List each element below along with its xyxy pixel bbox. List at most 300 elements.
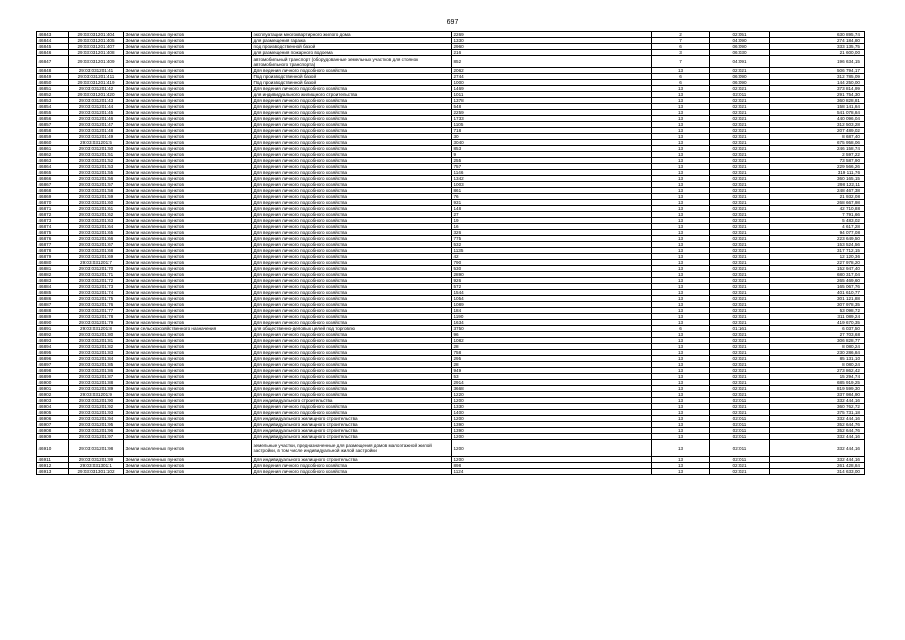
code-cell: 02:021 [710, 224, 770, 230]
area-cell: 2269 [452, 32, 652, 38]
land-category-cell: Земли населенных пунктов [124, 128, 252, 134]
cadastral-number-cell: 29:03:031201:53 [69, 164, 124, 170]
group-cell: 13 [652, 260, 710, 266]
code-cell: 02:021 [710, 308, 770, 314]
row-number-cell: 46871 [37, 206, 69, 212]
cadastral-number-cell: 29:03:031201:61 [69, 206, 124, 212]
permitted-use-cell: Для ведения личного подсобного хозяйства [252, 272, 452, 278]
cadastral-value-cell: 165 067,76 [770, 284, 865, 290]
code-cell: 02:021 [710, 278, 770, 284]
group-cell: 13 [652, 440, 710, 457]
group-cell: 13 [652, 242, 710, 248]
land-category-cell: Земли населенных пунктов [124, 98, 252, 104]
group-cell: 13 [652, 314, 710, 320]
cadastral-value-cell: 440 096,04 [770, 116, 865, 122]
area-cell: 2744 [452, 74, 652, 80]
land-category-cell: Земли населенных пунктов [124, 188, 252, 194]
code-cell: 02:021 [710, 98, 770, 104]
code-cell: 02:021 [710, 296, 770, 302]
land-category-cell: Земли населенных пунктов [124, 146, 252, 152]
permitted-use-cell: Для ведения личного подсобного хозяйства [252, 374, 452, 380]
permitted-use-cell: Для ведения личного подсобного хозяйства [252, 362, 452, 368]
permitted-use-cell: Для ведения личного подсобного хозяйства [252, 224, 452, 230]
permitted-use-cell: Для ведения личного подсобного хозяйства [252, 158, 452, 164]
cadastral-number-cell: 29:03:031201:78 [69, 314, 124, 320]
land-category-cell: Земли населенных пунктов [124, 344, 252, 350]
permitted-use-cell: Для ведения личного подсобного хозяйства [252, 164, 452, 170]
row-number-cell: 46884 [37, 284, 69, 290]
group-cell: 13 [652, 380, 710, 386]
land-category-cell: Земли населенных пунктов [124, 86, 252, 92]
row-number-cell: 46907 [37, 422, 69, 428]
cadastral-value-cell: 227 978,20 [770, 260, 865, 266]
cadastral-number-cell: 29:03:031201:419 [69, 80, 124, 86]
group-cell: 13 [652, 140, 710, 146]
area-cell: 2259 [452, 110, 652, 116]
row-number-cell: 46885 [37, 290, 69, 296]
cadastral-value-cell: 332 444,16 [770, 416, 865, 422]
area-cell: 757 [452, 164, 652, 170]
row-number-cell: 46863 [37, 158, 69, 164]
cadastral-value-cell: 373 814,99 [770, 86, 865, 92]
code-cell: 02:021 [710, 302, 770, 308]
cadastral-number-cell: 29:03:031201:74 [69, 290, 124, 296]
area-cell: 27 [452, 212, 652, 218]
cadastral-number-cell: 29:03:031201:55 [69, 170, 124, 176]
permitted-use-cell: Для ведения личного подсобного хозяйства [252, 230, 452, 236]
area-cell: 3750 [452, 326, 652, 332]
land-category-cell: Земли населенных пунктов [124, 296, 252, 302]
permitted-use-cell: Для ведения личного подсобного хозяйства [252, 254, 452, 260]
permitted-use-cell: Для ведения личного подсобного хозяйства [252, 290, 452, 296]
permitted-use-cell: Для ведения личного подсобного хозяйства [252, 152, 452, 158]
row-number-cell: 46856 [37, 116, 69, 122]
row-number-cell: 46877 [37, 242, 69, 248]
cadastral-number-cell: 29:03:031201:83 [69, 350, 124, 356]
cadastral-value-cell: 332 444,16 [770, 457, 865, 463]
land-category-cell: Земли населенных пунктов [124, 68, 252, 74]
group-cell: 13 [652, 164, 710, 170]
cadastral-number-cell: 29:03:031301:1 [69, 463, 124, 469]
permitted-use-cell: для размещения пожарного водоема [252, 50, 452, 56]
row-number-cell: 46845 [37, 44, 69, 50]
cadastral-value-cell: 333 135,75 [770, 44, 865, 50]
land-category-cell: Земли населенных пунктов [124, 392, 252, 398]
area-cell: 532 [452, 242, 652, 248]
cadastral-value-cell: 5 483,02 [770, 218, 865, 224]
permitted-use-cell: Для индивидуального жилищного строительства [252, 416, 452, 422]
land-category-cell: Земли населенных пунктов [124, 122, 252, 128]
code-cell: 02:021 [710, 356, 770, 362]
row-number-cell: 46892 [37, 332, 69, 338]
permitted-use-cell: Для ведения личного подсобного хозяйства [252, 194, 452, 200]
cadastral-value-cell: 246 158,74 [770, 146, 865, 152]
area-cell: 184 [452, 308, 652, 314]
area-cell: 3668 [452, 386, 652, 392]
permitted-use-cell: Для ведения личного подсобного хозяйства [252, 248, 452, 254]
area-cell: 1330 [452, 38, 652, 44]
code-cell: 02:011 [710, 416, 770, 422]
group-cell: 13 [652, 434, 710, 440]
row-number-cell: 46852 [37, 92, 69, 98]
row-number-cell: 46873 [37, 218, 69, 224]
permitted-use-cell: Для ведения личного подсобного хозяйства [252, 314, 452, 320]
cadastral-number-cell: 29:03:031201:43 [69, 98, 124, 104]
land-category-cell: Земли населенных пунктов [124, 236, 252, 242]
area-cell: 28 [452, 344, 652, 350]
permitted-use-cell: Для ведения личного подсобного хозяйства [252, 350, 452, 356]
cadastral-number-cell: 29:03:031201:82 [69, 344, 124, 350]
row-number-cell: 46895 [37, 350, 69, 356]
land-category-cell: Земли населенных пунктов [124, 182, 252, 188]
row-number-cell: 46890 [37, 320, 69, 326]
cadastral-number-cell: 29:03:031301:102 [69, 469, 124, 475]
group-cell: 13 [652, 428, 710, 434]
group-cell: 6 [652, 74, 710, 80]
cadastral-value-cell: 680 317,04 [770, 272, 865, 278]
cadastral-value-cell: 207 489,02 [770, 128, 865, 134]
row-number-cell: 46847 [37, 56, 69, 68]
permitted-use-cell: Для ведения личного подсобного хозяйства [252, 98, 452, 104]
cadastral-number-cell: 29:03:031201:411 [69, 74, 124, 80]
permitted-use-cell: автомобильный транспорт (оборудованные земельных участков для стоянок автомобильного транспорта) [252, 56, 452, 68]
group-cell: 13 [652, 350, 710, 356]
land-category-cell: Земли населенных пунктов [124, 308, 252, 314]
cadastral-value-cell: 314 633,00 [770, 469, 865, 475]
row-number-cell: 46875 [37, 230, 69, 236]
row-number-cell: 46898 [37, 368, 69, 374]
cadastral-value-cell: 15 294,74 [770, 374, 865, 380]
cadastral-value-cell: 85 131,10 [770, 356, 865, 362]
permitted-use-cell: Для индивидуального жилищного строительства [252, 422, 452, 428]
group-cell: 13 [652, 290, 710, 296]
row-number-cell: 46857 [37, 122, 69, 128]
land-category-cell: Земли населенных пунктов [124, 284, 252, 290]
code-cell: 02:021 [710, 194, 770, 200]
group-cell: 13 [652, 92, 710, 98]
row-number-cell: 46854 [37, 104, 69, 110]
permitted-use-cell: Для индивидуального жилищного строительства [252, 428, 452, 434]
row-number-cell: 46883 [37, 278, 69, 284]
cadastral-value-cell: 291 754,30 [770, 92, 865, 98]
group-cell: 13 [652, 248, 710, 254]
area-cell: 1190 [452, 314, 652, 320]
land-cadastre-table [36, 31, 865, 475]
cadastral-number-cell: 29:03:031201:58 [69, 188, 124, 194]
group-cell: 13 [652, 182, 710, 188]
land-category-cell: Земли населенных пунктов [124, 242, 252, 248]
cadastral-value-cell: 152 947,40 [770, 266, 865, 272]
area-cell: 28 [452, 362, 652, 368]
group-cell: 13 [652, 368, 710, 374]
cadastral-number-cell: 29:03:031201:72 [69, 278, 124, 284]
land-category-cell: Земли населенных пунктов [124, 134, 252, 140]
row-number-cell: 46846 [37, 50, 69, 56]
code-cell: 02:021 [710, 110, 770, 116]
group-cell: 13 [652, 230, 710, 236]
row-number-cell: 46861 [37, 146, 69, 152]
row-number-cell: 46905 [37, 410, 69, 416]
cadastral-value-cell: 298 122,11 [770, 182, 865, 188]
row-number-cell: 46851 [37, 86, 69, 92]
land-category-cell: Земли населенных пунктов [124, 302, 252, 308]
cadastral-number-cell: 29:03:031201:409 [69, 56, 124, 68]
code-cell: 02:021 [710, 236, 770, 242]
cadastral-number-cell: 29:03:031201:52 [69, 158, 124, 164]
area-cell: 1135 [452, 248, 652, 254]
row-number-cell: 46853 [37, 98, 69, 104]
cadastral-number-cell: 29:03:031201:8 [69, 326, 124, 332]
row-number-cell: 46899 [37, 374, 69, 380]
land-cadastre-table-container [36, 31, 864, 475]
land-category-cell: Земли населенных пунктов [124, 332, 252, 338]
cadastral-value-cell: 675 958,06 [770, 140, 865, 146]
cadastral-number-cell: 29:03:031201:7 [69, 260, 124, 266]
row-number-cell: 46844 [37, 38, 69, 44]
land-category-cell: Земли населенных пунктов [124, 386, 252, 392]
cadastral-value-cell: 332 444,16 [770, 440, 865, 457]
cadastral-value-cell: 196 634,15 [770, 56, 865, 68]
area-cell: 1342 [452, 176, 652, 182]
area-cell: 2960 [452, 44, 652, 50]
row-number-cell: 46860 [37, 140, 69, 146]
group-cell: 13 [652, 122, 710, 128]
table-row [37, 469, 865, 475]
group-cell: 13 [652, 86, 710, 92]
code-cell: 02:021 [710, 128, 770, 134]
row-number-cell: 46896 [37, 356, 69, 362]
land-category-cell: Земли населенных пунктов [124, 50, 252, 56]
land-category-cell: Земли населенных пунктов [124, 463, 252, 469]
area-cell: 9 [452, 152, 652, 158]
permitted-use-cell: Для ведения личного подсобного хозяйства [252, 104, 452, 110]
row-number-cell: 46867 [37, 182, 69, 188]
code-cell: 02:021 [710, 212, 770, 218]
cadastral-number-cell: 29:03:031201:86 [69, 368, 124, 374]
area-cell: 1200 [452, 398, 652, 404]
permitted-use-cell: Для ведения личного подсобного хозяйства [252, 410, 452, 416]
cadastral-value-cell: 630 895,74 [770, 32, 865, 38]
cadastral-number-cell: 29:03:031201:85 [69, 362, 124, 368]
land-category-cell: Земли населенных пунктов [124, 32, 252, 38]
code-cell: 02:021 [710, 122, 770, 128]
area-cell: 1400 [452, 410, 652, 416]
area-cell: 1105 [452, 122, 652, 128]
area-cell: 853 [452, 146, 652, 152]
area-cell: 2890 [452, 272, 652, 278]
land-category-cell: Земли населенных пунктов [124, 152, 252, 158]
land-category-cell: Земли населенных пунктов [124, 248, 252, 254]
code-cell: 02:021 [710, 284, 770, 290]
cadastral-value-cell: 53 098,72 [770, 308, 865, 314]
permitted-use-cell: Для ведения личного подсобного хозяйства [252, 266, 452, 272]
land-category-cell: Земли населенных пунктов [124, 56, 252, 68]
area-cell: 255 [452, 158, 652, 164]
group-cell: 13 [652, 134, 710, 140]
area-cell: 1733 [452, 116, 652, 122]
area-cell: 926 [452, 278, 652, 284]
cadastral-value-cell: 2 597,22 [770, 152, 865, 158]
cadastral-number-cell: 29:03:031201:60 [69, 200, 124, 206]
row-number-cell: 46869 [37, 194, 69, 200]
row-number-cell: 46901 [37, 386, 69, 392]
land-category-cell: Земли населенных пунктов [124, 434, 252, 440]
permitted-use-cell: Для ведения личного подсобного хозяйства [252, 469, 452, 475]
cadastral-number-cell: 29:03:031201:57 [69, 182, 124, 188]
cadastral-number-cell: 29:03:031201:41 [69, 68, 124, 74]
row-number-cell: 46866 [37, 176, 69, 182]
area-cell: 790 [452, 260, 652, 266]
code-cell: 02:021 [710, 469, 770, 475]
cadastral-number-cell: 29:03:031201:92 [69, 404, 124, 410]
table-row [37, 440, 865, 457]
cadastral-value-cell: 317 712,15 [770, 248, 865, 254]
group-cell: 13 [652, 296, 710, 302]
code-cell: 02:021 [710, 290, 770, 296]
code-cell: 02:021 [710, 200, 770, 206]
code-cell: 02:021 [710, 338, 770, 344]
area-cell: 295 [452, 356, 652, 362]
permitted-use-cell: Для ведения личного подсобного хозяйства [252, 320, 452, 326]
code-cell: 02:011 [710, 428, 770, 434]
group-cell: 13 [652, 200, 710, 206]
land-category-cell: Земли населенных пунктов [124, 260, 252, 266]
code-cell: 02:021 [710, 86, 770, 92]
permitted-use-cell: Для индивидуального жилищного строительства [252, 457, 452, 463]
cadastral-value-cell: 8 080,24 [770, 362, 865, 368]
permitted-use-cell: Для ведения личного подсобного хозяйства [252, 338, 452, 344]
land-category-cell: Земли населенных пунктов [124, 356, 252, 362]
row-number-cell: 46908 [37, 428, 69, 434]
cadastral-number-cell: 29:03:031201:63 [69, 218, 124, 224]
cadastral-number-cell: 29:03:031201:75 [69, 296, 124, 302]
group-cell: 13 [652, 128, 710, 134]
cadastral-value-cell: 332 444,16 [770, 434, 865, 440]
row-number-cell: 46903 [37, 398, 69, 404]
group-cell: 7 [652, 38, 710, 44]
area-cell: 16 [452, 224, 652, 230]
row-number-cell: 46849 [37, 74, 69, 80]
permitted-use-cell: Для ведения личного подсобного хозяйства [252, 302, 452, 308]
group-cell: 13 [652, 356, 710, 362]
code-cell: 02:021 [710, 463, 770, 469]
cadastral-value-cell: 8 687,40 [770, 134, 865, 140]
area-cell: 931 [452, 200, 652, 206]
row-number-cell: 46910 [37, 440, 69, 457]
code-cell: 02:021 [710, 374, 770, 380]
cadastral-value-cell: 42 710,88 [770, 206, 865, 212]
row-number-cell: 46879 [37, 254, 69, 260]
cadastral-value-cell: 312 785,09 [770, 74, 865, 80]
group-cell: 13 [652, 302, 710, 308]
code-cell: 02:021 [710, 410, 770, 416]
cadastral-number-cell: 29:03:031201:88 [69, 380, 124, 386]
group-cell: 13 [652, 284, 710, 290]
area-cell: 1200 [452, 434, 652, 440]
cadastral-value-cell: 360 762,72 [770, 404, 865, 410]
land-category-cell: Земли населенных пунктов [124, 206, 252, 212]
row-number-cell: 46887 [37, 302, 69, 308]
cadastral-value-cell: 419 670,35 [770, 320, 865, 326]
code-cell: 02:021 [710, 272, 770, 278]
cadastral-number-cell: 29:03:031201:69 [69, 254, 124, 260]
land-category-cell: Земли населенных пунктов [124, 158, 252, 164]
code-cell: 02:021 [710, 182, 770, 188]
code-cell: 02:021 [710, 332, 770, 338]
land-category-cell: Земли населенных пунктов [124, 380, 252, 386]
cadastral-value-cell: 360 828,81 [770, 98, 865, 104]
code-cell: 02:021 [710, 362, 770, 368]
cadastral-value-cell: 21 600,00 [770, 50, 865, 56]
land-category-cell: Земли населенных пунктов [124, 278, 252, 284]
land-category-cell: Земли населенных пунктов [124, 428, 252, 434]
group-cell: 13 [652, 469, 710, 475]
cadastral-value-cell: 8 080,24 [770, 344, 865, 350]
group-cell: 2 [652, 32, 710, 38]
permitted-use-cell: Для ведения личного подсобного хозяйства [252, 212, 452, 218]
permitted-use-cell: Для ведения личного подсобного хозяйства [252, 116, 452, 122]
permitted-use-cell: Под производственной базой [252, 80, 452, 86]
permitted-use-cell: Для ведения личного подсобного хозяйства [252, 284, 452, 290]
cadastral-value-cell: 401 610,77 [770, 290, 865, 296]
area-cell: 1220 [452, 392, 652, 398]
area-cell: 1003 [452, 182, 652, 188]
row-number-cell: 46848 [37, 68, 69, 74]
group-cell: 13 [652, 344, 710, 350]
group-cell: 13 [652, 176, 710, 182]
cadastral-number-cell: 29:03:031201:98 [69, 440, 124, 457]
permitted-use-cell: Для ведения личного подсобного хозяйства [252, 392, 452, 398]
cadastral-value-cell: 301 121,88 [770, 296, 865, 302]
land-category-cell: Земли населенных пунктов [124, 416, 252, 422]
cadastral-number-cell: 29:03:031201:404 [69, 32, 124, 38]
area-cell: 1200 [452, 416, 652, 422]
cadastral-value-cell: 312 503,28 [770, 122, 865, 128]
group-cell: 13 [652, 392, 710, 398]
area-cell: 19 [452, 218, 652, 224]
area-cell: 1634 [452, 320, 652, 326]
group-cell: 13 [652, 158, 710, 164]
cadastral-number-cell: 29:03:031201:90 [69, 398, 124, 404]
cadastral-value-cell: 12 120,36 [770, 254, 865, 260]
land-category-cell: Земли населенных пунктов [124, 92, 252, 98]
code-cell: 02:021 [710, 134, 770, 140]
code-cell: 02:021 [710, 206, 770, 212]
permitted-use-cell: Под производственной базой [252, 74, 452, 80]
cadastral-number-cell: 29:03:031201:80 [69, 332, 124, 338]
land-category-cell: Земли населенных пунктов [124, 176, 252, 182]
area-cell: 572 [452, 284, 652, 290]
group-cell: 13 [652, 254, 710, 260]
cadastral-value-cell: 94 077,08 [770, 230, 865, 236]
code-cell: 02:021 [710, 380, 770, 386]
code-cell: 04:090 [710, 38, 770, 44]
cadastral-number-cell: 29:03:031201:97 [69, 434, 124, 440]
area-cell: 949 [452, 368, 652, 374]
land-category-cell: Земли населенных пунктов [124, 254, 252, 260]
group-cell: 13 [652, 266, 710, 272]
cadastral-value-cell: 4 617,28 [770, 224, 865, 230]
group-cell: 13 [652, 386, 710, 392]
group-cell: 13 [652, 110, 710, 116]
cadastral-value-cell: 144 250,00 [770, 80, 865, 86]
area-cell: 1089 [452, 302, 652, 308]
land-category-cell: Земли населенных пунктов [124, 374, 252, 380]
land-category-cell: Земли населенных пунктов [124, 290, 252, 296]
group-cell: 13 [652, 146, 710, 152]
land-category-cell: Земли населенных пунктов [124, 116, 252, 122]
group-cell: 13 [652, 218, 710, 224]
